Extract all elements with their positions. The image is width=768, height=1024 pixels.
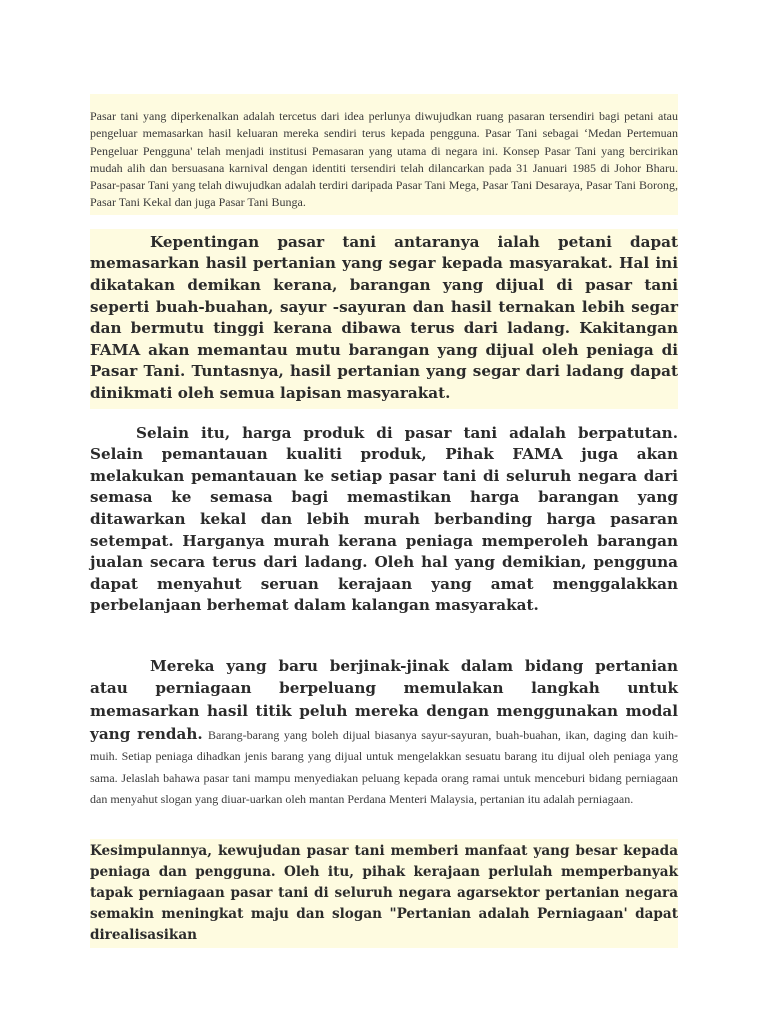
- paragraph-conclusion: Kesimpulannya, kewujudan pasar tani memberi manfaat yang besar kepada peniaga dan pengguna. Oleh itu, pihak kerajaan perlulah memperbanyak tapak perniagaan pasar tani di seluruh negara agarsektor pertanian negara semakin meningkat maju dan slogan "Pertanian adalah Perniagaan' dapat direalisasikan: [90, 839, 678, 948]
- paragraph-price: Selain itu, harga produk di pasar tani adalah berpatutan. Selain pemantauan kualiti produk, Pihak FAMA juga akan melakukan pemantauan ke setiap pasar tani di seluruh negara dari semasa ke semasa bagi memastikan harga barangan yang ditawarkan kekal dan lebih murah berbanding harga pasaran setempat. Harganya murah kerana peniaga memperoleh barangan jualan secara terus dari ladang. Oleh hal yang demikian, pengguna dapat menyahut seruan kerajaan yang amat menggalakkan perbelanjaan berhemat dalam kalangan masyarakat.: [90, 423, 678, 615]
- paragraph-opportunity-lead: Mereka yang baru berjinak-jinak dalam bidang pertanian atau perniagaan berpeluang memulakan langkah untuk memasarkan hasil titik peluh mereka dengan menggunakan modal yang rendah.: [90, 656, 678, 743]
- paragraph-intro: Pasar tani yang diperkenalkan adalah tercetus dari idea perlunya diwujudkan ruang pasaran tersendiri bagi petani atau pengeluar memasarkan hasil keluaran mereka sendiri terus kepada pengguna. Pasar Tani sebagai ‘Medan Pertemuan Pengeluar Pengguna' telah menjadi institusi Pemasaran yang utama di negara ini. Konsep Pasar Tani yang bercirikan mudah alih dan bersuasana karnival dengan identiti tersendiri telah dilancarkan pada 31 Januari 1985 di Johor Bharu. Pasar-pasar Tani yang telah diwujudkan adalah terdiri daripada Pasar Tani Mega, Pasar Tani Desaraya, Pasar Tani Borong, Pasar Tani Kekal dan juga Pasar Tani Bunga.: [90, 94, 678, 215]
- paragraph-importance: Kepentingan pasar tani antaranya ialah petani dapat memasarkan hasil pertanian yang segar kepada masyarakat. Hal ini dikatakan demikan kerana, barangan yang dijual di pasar tani seperti buah-buahan, sayur -sayuran dan hasil ternakan lebih segar dan bermutu tinggi kerana dibawa terus dari ladang. Kakitangan FAMA akan memantau mutu barangan yang dijual oleh peniaga di Pasar Tani. Tuntasnya, hasil pertanian yang segar dari ladang dapat dinikmati oleh semua lapisan masyarakat.: [90, 229, 678, 409]
- paragraph-opportunity-detail: Barang-barang yang boleh dijual biasanya sayur-sayuran, buah-buahan, ikan, daging dan kuih-muih. Setiap peniaga dihadkan jenis barang yang dijual untuk mengelakkan sesuatu barang itu dijual oleh peniaga yang sama. Jelaslah bahawa pasar tani mampu menyediakan peluang kepada orang ramai untuk menceburi bidang perniagaan dan menyahut slogan yang diuar-uarkan oleh mantan Perdana Menteri Malaysia, pertanian itu adalah perniagaan.: [90, 727, 678, 807]
- document-body: [90, 94, 678, 948]
- paragraph-opportunity: [90, 656, 678, 811]
